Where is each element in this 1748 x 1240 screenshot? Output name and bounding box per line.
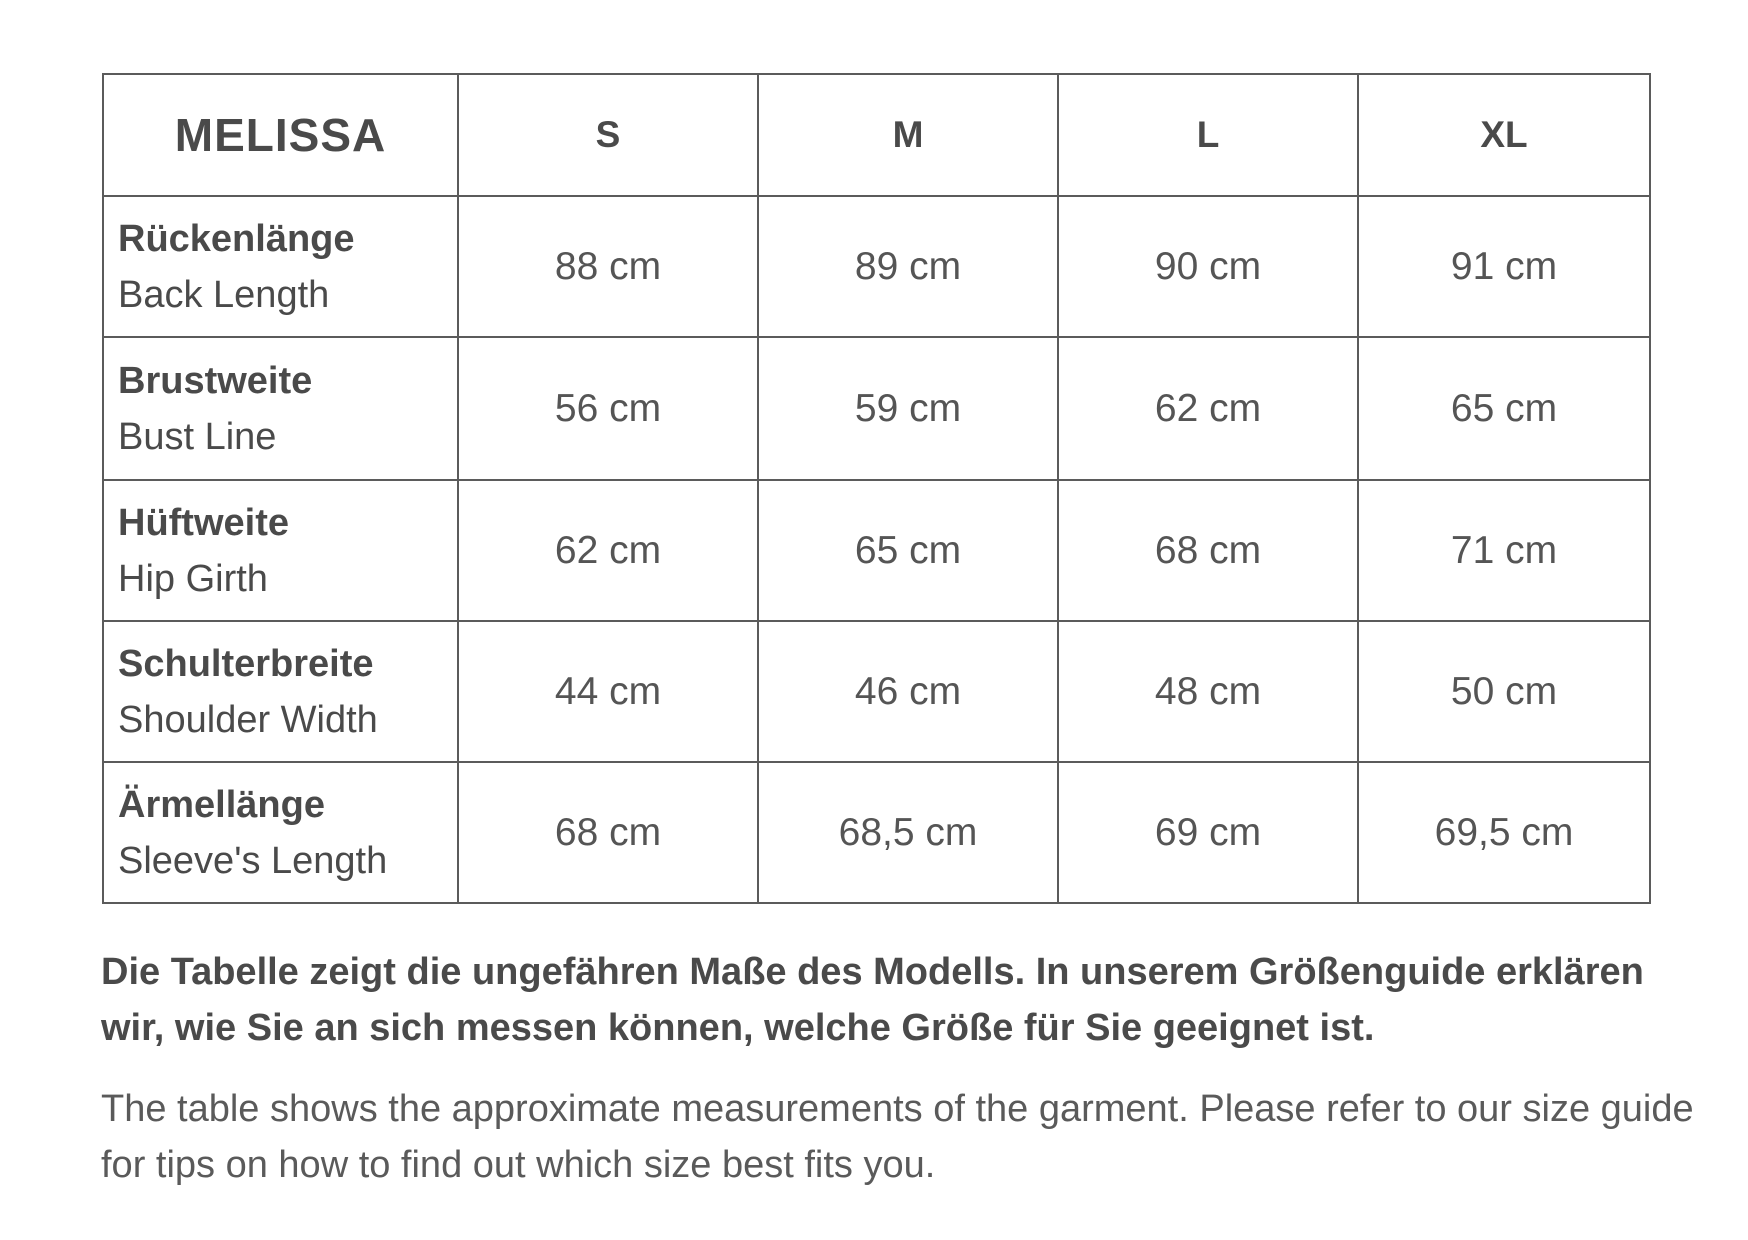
model-name: MELISSA — [103, 74, 458, 196]
label-english: Hip Girth — [118, 557, 268, 600]
value-cell: 91 cm — [1358, 196, 1650, 337]
value-cell: 56 cm — [458, 337, 758, 480]
value-cell: 69 cm — [1058, 762, 1358, 903]
value-cell: 71 cm — [1358, 480, 1650, 621]
value-cell: 48 cm — [1058, 621, 1358, 762]
value-cell: 46 cm — [758, 621, 1058, 762]
value-cell: 44 cm — [458, 621, 758, 762]
row-label-hip-girth — [103, 480, 458, 621]
label-english: Sleeve's Length — [118, 839, 388, 882]
label-german: Hüftweite — [118, 501, 289, 544]
row-label-back-length — [103, 196, 458, 337]
label-english: Shoulder Width — [118, 698, 378, 741]
label-german: Schulterbreite — [118, 642, 374, 685]
value-cell: 69,5 cm — [1358, 762, 1650, 903]
value-cell: 65 cm — [1358, 337, 1650, 480]
value-cell: 65 cm — [758, 480, 1058, 621]
value-cell: 62 cm — [458, 480, 758, 621]
value-cell: 89 cm — [758, 196, 1058, 337]
table-row — [103, 337, 1650, 480]
value-cell: 50 cm — [1358, 621, 1650, 762]
label-german: Ärmellänge — [118, 783, 325, 826]
size-chart-table — [102, 73, 1651, 904]
value-cell: 88 cm — [458, 196, 758, 337]
value-cell: 68 cm — [1058, 480, 1358, 621]
size-header-xl: XL — [1358, 74, 1650, 196]
value-cell: 68,5 cm — [758, 762, 1058, 903]
table-row — [103, 762, 1650, 903]
size-header-s: S — [458, 74, 758, 196]
value-cell: 90 cm — [1058, 196, 1358, 337]
label-german: Rückenlänge — [118, 217, 355, 260]
size-header-l: L — [1058, 74, 1358, 196]
row-label-sleeve-length — [103, 762, 458, 903]
value-cell: 62 cm — [1058, 337, 1358, 480]
table-row — [103, 621, 1650, 762]
size-header-m: M — [758, 74, 1058, 196]
label-german: Brustweite — [118, 359, 313, 402]
label-english: Bust Line — [118, 415, 277, 458]
note-english: The table shows the approximate measurements of the garment. Please refer to our size guide for tips on how to find out which size best fits you. — [101, 1088, 1694, 1186]
table-header-row — [103, 74, 1650, 196]
table-row — [103, 196, 1650, 337]
note-german: Die Tabelle zeigt die ungefähren Maße des Modells. In unserem Größenguide erklären wir, wie Sie an sich messen können, welche Größe für Sie geeignet ist. — [101, 951, 1644, 1049]
table-row — [103, 480, 1650, 621]
row-label-bust-line — [103, 337, 458, 480]
row-label-shoulder-width — [103, 621, 458, 762]
label-english: Back Length — [118, 273, 330, 316]
value-cell: 68 cm — [458, 762, 758, 903]
value-cell: 59 cm — [758, 337, 1058, 480]
